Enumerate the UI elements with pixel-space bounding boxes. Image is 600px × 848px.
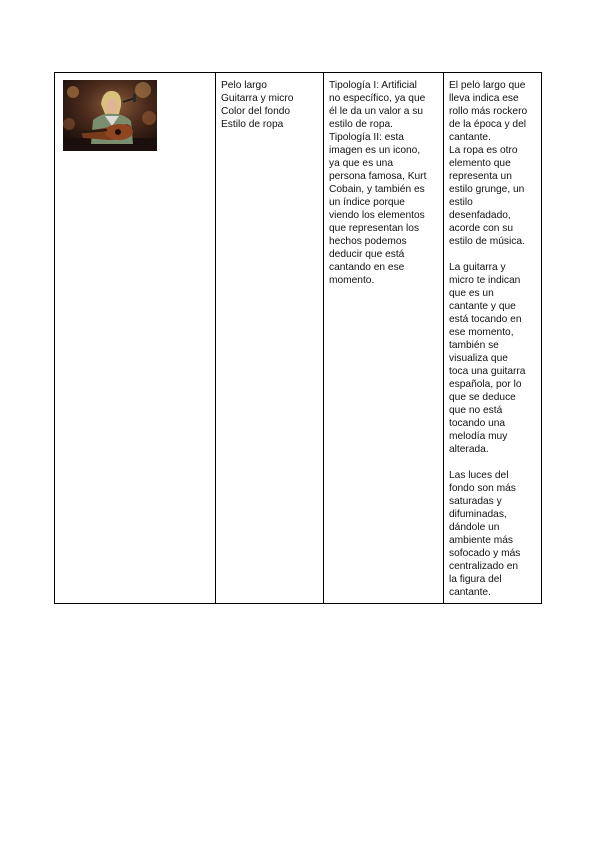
interpretation-cell — [444, 73, 542, 604]
interpretation-line: de la época y del — [449, 119, 527, 130]
interpretation-line: tocando una — [449, 418, 506, 429]
typology-line: viendo los elementos — [329, 210, 425, 221]
interpretation-line: cantante y que — [449, 301, 516, 312]
image-cell — [55, 73, 216, 604]
typology-line: deducir que está — [329, 249, 405, 260]
typology-line: Tipología I: Artificial — [329, 80, 417, 91]
typology-line: momento. — [329, 275, 375, 286]
typology-line: Cobain, y también es — [329, 184, 425, 195]
analysis-table — [54, 72, 542, 604]
elements-cell — [216, 73, 324, 604]
singer-photo — [63, 80, 157, 151]
interpretation-line: desenfadado, — [449, 210, 511, 221]
interpretation-line: visualiza que — [449, 353, 508, 364]
interpretation-line: melodía muy — [449, 431, 508, 442]
typology-line: él le da un valor a su — [329, 106, 424, 117]
interpretation-line: alterada. — [449, 444, 489, 455]
interpretation-line: sofocado y más — [449, 548, 521, 559]
interpretation-line: acorde con su — [449, 223, 513, 234]
interpretation-line: saturadas y — [449, 496, 502, 507]
typology-line: imagen es un icono, — [329, 145, 421, 156]
interpretation-line: que no está — [449, 405, 503, 416]
interpretation-line: también se — [449, 340, 499, 351]
interpretation-line: rollo más rockero — [449, 106, 528, 117]
interpretation-line: estilo de música. — [449, 236, 525, 247]
typology-cell — [324, 73, 444, 604]
typology-line: que representan los — [329, 223, 420, 234]
element-item: Color del fondo — [221, 106, 291, 117]
interpretation-line: que se deduce — [449, 392, 516, 403]
paragraph-gap — [449, 248, 537, 261]
interpretation-line: lleva indica ese — [449, 93, 519, 104]
interpretation-line: cantante. — [449, 587, 491, 598]
interpretation-line: que es un — [449, 288, 494, 299]
interpretation-line: ese momento, — [449, 327, 514, 338]
interpretation-line: fondo son más — [449, 483, 516, 494]
interpretation-line: La ropa es otro — [449, 145, 518, 156]
paragraph-gap — [449, 456, 537, 469]
typology-line: cantando en ese — [329, 262, 405, 273]
interpretation-line: elemento que — [449, 158, 511, 169]
interpretation-line: está tocando en — [449, 314, 522, 325]
element-item: Pelo largo — [221, 80, 267, 91]
element-item: Guitarra y micro — [221, 93, 294, 104]
interpretation-line: micro te indican — [449, 275, 521, 286]
typology-line: no específico, ya que — [329, 93, 426, 104]
typology-line: un índice porque — [329, 197, 405, 208]
interpretation-line: dándole un — [449, 522, 500, 533]
interpretation-line: El pelo largo que — [449, 80, 526, 91]
typology-line: estilo de ropa. — [329, 119, 393, 130]
typology-line: ya que es una — [329, 158, 394, 169]
element-item: Estilo de ropa — [221, 119, 284, 130]
interpretation-line: La guitarra y — [449, 262, 506, 273]
typology-line: hechos podemos — [329, 236, 407, 247]
typology-line: persona famosa, Kurt — [329, 171, 427, 182]
interpretation-line: la figura del — [449, 574, 502, 585]
interpretation-line: centralizado en — [449, 561, 519, 572]
interpretation-line: representa un — [449, 171, 512, 182]
interpretation-line: española, por lo — [449, 379, 522, 390]
interpretation-line: cantante. — [449, 132, 491, 143]
interpretation-line: estilo grunge, un — [449, 184, 525, 195]
typology-line: Tipología II: esta — [329, 132, 404, 143]
interpretation-line: ambiente más — [449, 535, 513, 546]
table-row — [55, 73, 542, 604]
interpretation-line: toca una guitarra — [449, 366, 526, 377]
interpretation-line: estilo — [449, 197, 473, 208]
interpretation-line: difuminadas, — [449, 509, 507, 520]
interpretation-line: Las luces del — [449, 470, 509, 481]
